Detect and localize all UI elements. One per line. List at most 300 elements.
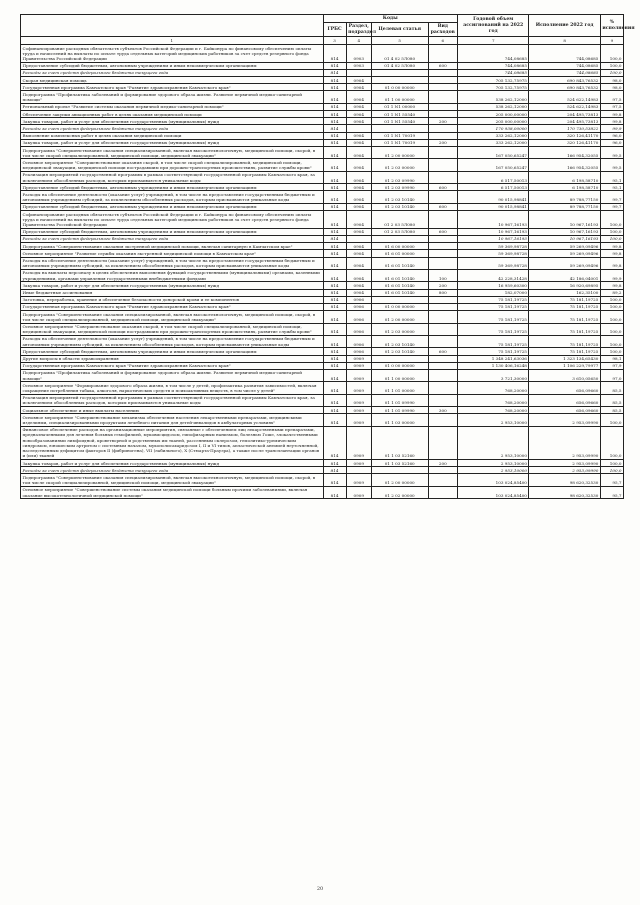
row-fact-cell: 2 953,09990 [529,467,600,474]
row-plan-cell: 75 181,19725 [458,296,529,303]
table-row [21,394,624,406]
column-number: 3 [323,37,346,45]
row-fact-cell: 166 954,32055 [529,159,600,171]
row-grbs-cell: 814 [323,84,346,91]
row-name-cell: Предоставление субсидий бюджетным, автономным учреждениям и иным некоммерческим организациям [21,228,324,235]
table-row [21,211,624,229]
row-celevaya-cell: 01 2 03 5Л080 [371,211,428,229]
row-grbs-cell: 814 [323,414,346,426]
row-plan-cell: 2 953,10000 [458,467,529,474]
row-celevaya-cell: 01 1 N1 55540 [371,111,428,118]
row-fact-cell: 75 181,19725 [529,296,600,303]
row-grbs-cell: 814 [323,311,346,323]
row-fact-cell: 10 967,16193 [529,235,600,242]
row-name-cell: Выполнение комплексных работ в целях оказания медицинской помощи [21,132,324,139]
row-name-cell: Скорая медицинская помощь [21,77,324,84]
row-fact-cell: 6 198,58710 [529,184,600,191]
row-razdel-cell: 0909 [346,414,371,426]
row-fact-cell: 744,08685 [529,45,600,63]
row-razdel-cell: 0904 [346,250,371,257]
row-vid-cell [428,235,457,242]
row-razdel-cell: 0909 [346,369,371,381]
row-celevaya-cell: 01 2 03 00000 [371,159,428,171]
row-celevaya-cell: 01 2 03 10140 [371,348,428,355]
header-grbs: ГРБС [323,23,346,37]
row-vid-cell [428,211,457,229]
row-razdel-cell: 0909 [346,362,371,369]
table-row [21,243,624,250]
row-fact-cell: 1 323 134,65430 [529,355,600,362]
row-name-cell: Закупка товаров, работ и услуг для обеспечения государственных (муниципальных) нужд [21,282,324,289]
row-plan-cell: 103 024,85400 [458,474,529,486]
row-fact-cell: 524 622,14983 [529,103,600,110]
row-vid-cell [428,414,457,426]
row-name-cell: Подпрограмма "Профилактика заболеваний и формирование здорового образа жизни. Развитие первичной медико-санитарной помощи" [21,369,324,381]
table-row [21,84,624,91]
row-pct-cell: 98,1 [600,355,623,362]
row-grbs-cell: 814 [323,111,346,118]
row-pct-cell: 100,0 [600,460,623,467]
row-fact-cell: 2 953,09990 [529,460,600,467]
row-name-cell: Подпрограмма "Совершенствование оказания экстренной медицинской помощи, включая санитарную в Камчатском крае" [21,243,324,250]
table-row [21,414,624,426]
row-name-cell: Расходы на обеспечение деятельности (оказание услуг) учреждений, в том числе на предоставление государственным бюджетным и автономным учреждениям субсидий, за исключением обособленных расходов, которым присваиваются уникальные коды [21,191,324,203]
row-fact-cell: 75 181,19725 [529,335,600,347]
row-razdel-cell: 0904 [346,132,371,139]
row-vid-cell [428,486,457,498]
row-fact-cell: 656,09660 [529,394,600,406]
row-pct-cell: 100,0 [600,335,623,347]
row-vid-cell [428,296,457,303]
row-celevaya-cell: 01 2 03 5Л080 [371,228,428,235]
row-razdel-cell: 0904 [346,159,371,171]
row-celevaya-cell [371,69,428,76]
row-plan-cell: 1 130 406,16248 [458,362,529,369]
row-fact-cell: 16 920,69895 [529,282,600,289]
row-grbs-cell: 814 [323,303,346,310]
row-pct-cell: 100,0 [600,414,623,426]
row-name-cell: Основное мероприятие "Совершенствование оказания скорой, в том числе скорой специализированной, медицинской помощи, медицинской эвакуации, медицинской помощи пострадавшим при дорожно-транспортных происшествиях, развитие службы крови" [21,159,324,171]
row-razdel-cell: 0904 [346,111,371,118]
row-plan-cell: 744,08685 [458,69,529,76]
row-pct-cell: 100,0 [600,296,623,303]
row-celevaya-cell: 01 4 02 5Л080 [371,45,428,63]
row-razdel-cell: 0904 [346,103,371,110]
row-razdel-cell: 0904 [346,243,371,250]
row-grbs-cell: 814 [323,191,346,203]
table-row [21,460,624,467]
row-name-cell: Предоставление субсидий бюджетным, автономным учреждениям и иным некоммерческим организациям [21,184,324,191]
row-grbs-cell: 814 [323,203,346,210]
row-fact-cell: 89 788,77150 [529,203,600,210]
row-name-cell: Софинансирование расходных обязательств субъектов Российской Федерации и г. Байконура по финансовому обеспечению оплаты труда и начислений на выплаты по оплате труда отдельных категорий медицинских работников за счет средств резервного фонда Правительства Российской Федерации [21,211,324,229]
row-plan-cell: 182,07000 [458,289,529,296]
row-pct-cell: 99,8 [600,257,623,269]
row-fact-cell: 690 843,76532 [529,84,600,91]
row-fact-cell: 10 967,16193 [529,228,600,235]
row-pct-cell: 100,0 [600,303,623,310]
header-codes-group: Коды [323,15,457,23]
row-razdel-cell [346,467,371,474]
row-name-cell: Предоставление субсидий бюджетным, автономным учреждениям и иным некоммерческим организациям [21,62,324,69]
row-plan-cell: 42 228,31428 [458,269,529,281]
row-razdel-cell: 0909 [346,355,371,362]
column-number: 8 [529,37,600,45]
row-vid-cell: 600 [428,203,457,210]
row-plan-cell: 75 181,19725 [458,303,529,310]
row-grbs-cell: 814 [323,269,346,281]
row-grbs-cell: 814 [323,228,346,235]
row-razdel-cell: 0904 [346,269,371,281]
row-pct-cell: 97,5 [600,91,623,103]
row-fact-cell: 170 730,53822 [529,125,600,132]
row-vid-cell: 200 [428,460,457,467]
row-celevaya-cell: 01 1 N1 00000 [371,103,428,110]
row-name-cell: Софинансирование расходных обязательств субъектов Российской Федерации и г. Байконура по финансовому обеспечению оплаты труда и начислений на выплаты по оплате труда отдельных категорий медицинских работников за счет средств резервного фонда Правительства Российской Федерации [21,45,324,63]
row-celevaya-cell: 01 6 01 10140 [371,257,428,269]
row-grbs-cell: 814 [323,125,346,132]
row-vid-cell [428,69,457,76]
table-row [21,467,624,474]
row-grbs-cell: 814 [323,171,346,183]
row-name-cell: Реализация мероприятий государственной программы в рамках соответствующей государственной программы Камчатского края, за исключением обособленных расходов, которым присваиваются уникальные коды [21,394,324,406]
row-razdel-cell: 0909 [346,407,371,414]
row-grbs-cell: 814 [323,460,346,467]
row-grbs-cell: 814 [323,257,346,269]
row-plan-cell: 538 262,12000 [458,91,529,103]
row-razdel-cell: 0904 [346,257,371,269]
row-pct-cell: 99,7 [600,203,623,210]
row-grbs-cell: 814 [323,348,346,355]
row-celevaya-cell [371,355,428,362]
table-row [21,139,624,146]
row-razdel-cell [346,69,371,76]
row-grbs-cell: 814 [323,426,346,459]
table-row [21,235,624,242]
header-vid: Вид расходов [428,23,457,37]
row-plan-cell: 205 000,00000 [458,111,529,118]
row-pct-cell: 97,0 [600,369,623,381]
row-razdel-cell: 0904 [346,77,371,84]
row-grbs-cell: 814 [323,147,346,159]
row-fact-cell: 656,09660 [529,382,600,394]
row-grbs-cell: 814 [323,139,346,146]
row-fact-cell: 75 181,19725 [529,323,600,335]
table-row [21,111,624,118]
row-celevaya-cell: 01 2 03 10140 [371,191,428,203]
row-celevaya-cell: 01 4 02 5Л080 [371,62,428,69]
row-pct-cell: 99,8 [600,282,623,289]
table-row [21,228,624,235]
row-grbs-cell: 814 [323,69,346,76]
row-celevaya-cell: 01 0 00 00000 [371,362,428,369]
row-celevaya-cell: 01 6 01 10140 [371,282,428,289]
row-pct-cell: 95,1 [600,171,623,183]
table-row [21,132,624,139]
row-plan-cell: 333 262,12000 [458,139,529,146]
row-name-cell: Расходы за счет средств федерального бюджета текущего года [21,69,324,76]
row-plan-cell: 167 050,65247 [458,159,529,171]
row-razdel-cell: 0904 [346,203,371,210]
row-plan-cell: 333 262,12000 [458,132,529,139]
row-fact-cell: 2 953,09990 [529,426,600,459]
row-vid-cell: 800 [428,289,457,296]
table-body [21,45,624,499]
row-razdel-cell: 0904 [346,282,371,289]
row-celevaya-cell: 01 2 00 00000 [371,147,428,159]
row-name-cell: Расходы на выплаты персоналу в целях обеспечения выполнения функций государственными (муниципальными) органами, казенными учреждениями, органами управления государственными внебюджетными фондами [21,269,324,281]
row-grbs-cell: 814 [323,362,346,369]
row-fact-cell: 42 186,04001 [529,269,600,281]
row-plan-cell: 2 953,10000 [458,426,529,459]
row-razdel-cell: 0904 [346,147,371,159]
row-pct-cell: 99,8 [600,250,623,257]
row-fact-cell: 89 788,77150 [529,191,600,203]
row-celevaya-cell: 01 2 03 09990 [371,171,428,183]
table-row [21,303,624,310]
table-row [21,62,624,69]
table-row [21,171,624,183]
row-pct-cell: 99,5 [600,159,623,171]
row-razdel-cell: 0904 [346,184,371,191]
row-grbs-cell: 814 [323,211,346,229]
row-name-cell: Основное мероприятие "Развитие службы оказания экстренной медицинской помощи в Камчатском крае" [21,250,324,257]
row-celevaya-cell: 01 1 00 00000 [371,369,428,381]
row-grbs-cell: 814 [323,355,346,362]
header-plan: Годовой объем ассигнований на 2022 год [458,15,529,37]
row-name-cell: Предоставление субсидий бюджетным, автономным учреждениям и иным некоммерческим организациям [21,203,324,210]
table-row [21,269,624,281]
row-razdel-cell: 0904 [346,91,371,103]
row-grbs-cell: 814 [323,407,346,414]
row-vid-cell [428,467,457,474]
row-celevaya-cell: 01 1 N1 55540 [371,118,428,125]
table-row [21,369,624,381]
row-fact-cell: 204 495,73813 [529,118,600,125]
row-razdel-cell: 0906 [346,348,371,355]
row-grbs-cell: 814 [323,243,346,250]
row-name-cell: Региональный проект "Развитие системы оказания первичной медико-санитарной помощи" [21,103,324,110]
row-pct-cell: 100,0 [600,211,623,229]
row-razdel-cell [346,235,371,242]
header-celevaya: Целевая статья [371,23,428,37]
row-plan-cell: 705 132,75975 [458,77,529,84]
row-fact-cell: 75 181,19725 [529,303,600,310]
table-row [21,103,624,110]
row-grbs-cell: 814 [323,467,346,474]
row-celevaya-cell [371,77,428,84]
row-grbs-cell: 814 [323,296,346,303]
row-name-cell: Предоставление субсидий бюджетным, автономным учреждениям и иным некоммерческим организациям [21,348,324,355]
row-fact-cell: 10 967,16193 [529,211,600,229]
row-name-cell: Подпрограмма "Профилактика заболеваний и формирование здорового образа жизни. Развитие первичной медико-санитарной помощи" [21,91,324,103]
row-plan-cell: 59 369,98728 [458,243,529,250]
row-name-cell: Расходы на обеспечение деятельности (оказание услуг) учреждений, в том числе на предоставление государственным бюджетным и автономным учреждениям субсидий, за исключением обособленных расходов, которым присваиваются уникальные коды [21,257,324,269]
row-name-cell: Подпрограмма "Совершенствование оказания специализированной, включая высокотехнологичную, медицинской помощи, скорой, в том числе скорой специализированной, медицинской помощи, медицинской эвакуации" [21,474,324,486]
row-plan-cell: 768,20000 [458,394,529,406]
row-plan-cell: 6 517,50013 [458,171,529,183]
row-vid-cell [428,362,457,369]
table-row [21,486,624,498]
row-razdel-cell: 0904 [346,228,371,235]
row-celevaya-cell: 01 1 N1 70019 [371,132,428,139]
row-pct-cell: 97,5 [600,103,623,110]
row-fact-cell: 744,08685 [529,69,600,76]
row-pct-cell: 96,0 [600,132,623,139]
row-grbs-cell: 814 [323,486,346,498]
table-row [21,69,624,76]
row-name-cell: Расходы за счет средств федерального бюджета текущего года [21,125,324,132]
row-razdel-cell [346,125,371,132]
table-row [21,355,624,362]
row-pct-cell: 99,9 [600,125,623,132]
row-razdel-cell: 0904 [346,191,371,203]
row-fact-cell: 204 495,73813 [529,111,600,118]
row-celevaya-cell: 01 6 01 00000 [371,250,428,257]
row-fact-cell: 320 126,41170 [529,132,600,139]
row-fact-cell: 75 181,19725 [529,348,600,355]
row-pct-cell: 85,5 [600,394,623,406]
row-name-cell: Расходы за счет средств федерального бюджета текущего года [21,235,324,242]
row-pct-cell: 95,7 [600,474,623,486]
row-pct-cell: 100,0 [600,426,623,459]
row-plan-cell: 2 953,10000 [458,460,529,467]
column-number: 6 [428,37,457,45]
row-pct-cell: 98,0 [600,84,623,91]
table-row [21,426,624,459]
row-vid-cell: 600 [428,348,457,355]
table-row [21,407,624,414]
row-vid-cell [428,257,457,269]
row-fact-cell: 98 620,32530 [529,474,600,486]
row-celevaya-cell: 01 1 00 00000 [371,91,428,103]
column-number: 4 [346,37,371,45]
row-pct-cell: 100,0 [600,311,623,323]
row-celevaya-cell: 01 1 01 09990 [371,407,428,414]
row-pct-cell: 89,2 [600,289,623,296]
table-row [21,184,624,191]
row-celevaya-cell [371,296,428,303]
table-row [21,335,624,347]
row-plan-cell: 59 369,98728 [458,257,529,269]
row-vid-cell [428,382,457,394]
row-plan-cell: 59 369,98728 [458,250,529,257]
row-grbs-cell: 814 [323,132,346,139]
row-grbs-cell: 814 [323,394,346,406]
row-name-cell: Государственная программа Камчатского края "Развитие здравоохранения Камчатского края" [21,303,324,310]
row-name-cell: Реализация мероприятий государственной программы в рамках соответствующей государственной программы Камчатского края, за исключением обособленных расходов, которым присваиваются уникальные коды [21,171,324,183]
row-plan-cell: 90 015,98841 [458,191,529,203]
row-name-cell: Подпрограмма "Совершенствование оказания специализированной, включая высокотехнологичную, медицинской помощи, скорой, в том числе скорой специализированной, медицинской помощи, медицинской эвакуации" [21,147,324,159]
row-pct-cell: 100,0 [600,69,623,76]
row-vid-cell [428,77,457,84]
table-row [21,159,624,171]
row-razdel-cell: 0909 [346,460,371,467]
table-row [21,323,624,335]
row-vid-cell [428,171,457,183]
row-plan-cell: 75 181,19725 [458,311,529,323]
row-celevaya-cell: 01 2 03 09990 [371,184,428,191]
row-vid-cell: 200 [428,282,457,289]
row-celevaya-cell: 01 0 00 00000 [371,84,428,91]
row-plan-cell: 2 953,10000 [458,414,529,426]
row-celevaya-cell: 01 1 03 52160 [371,460,428,467]
row-name-cell: Подпрограмма "Совершенствование оказания специализированной, включая высокотехнологичную, медицинской помощи, скорой, в том числе скорой специализированной, медицинской помощи, медицинской эвакуации" [21,311,324,323]
row-vid-cell [428,323,457,335]
row-plan-cell: 705 132,75975 [458,84,529,91]
table-row [21,250,624,257]
row-plan-cell: 205 000,00000 [458,118,529,125]
row-name-cell: Государственная программа Камчатского края "Развитие здравоохранения Камчатского края" [21,84,324,91]
row-razdel-cell: 0909 [346,486,371,498]
header-razdel: Раздел, подраздел [348,23,376,35]
row-plan-cell: 744,08685 [458,62,529,69]
row-vid-cell [428,45,457,63]
row-pct-cell: 100,0 [600,323,623,335]
table-row [21,118,624,125]
table-row [21,348,624,355]
row-grbs-cell: 814 [323,159,346,171]
row-vid-cell [428,147,457,159]
row-celevaya-cell [371,467,428,474]
row-celevaya-cell: 01 6 00 00000 [371,243,428,250]
table-row [21,382,624,394]
row-grbs-cell: 814 [323,323,346,335]
row-fact-cell: 2 953,09990 [529,414,600,426]
budget-table [20,14,635,499]
row-name-cell: Расходы за счет средств федерального бюджета текущего года [21,467,324,474]
row-fact-cell: 166 954,32055 [529,147,600,159]
table-row [21,289,624,296]
row-grbs-cell: 814 [323,184,346,191]
row-fact-cell: 59 269,09496 [529,243,600,250]
row-name-cell: Иные бюджетные ассигнования [21,289,324,296]
row-razdel-cell: 0909 [346,474,371,486]
row-celevaya-cell: 01 2 03 10140 [371,335,428,347]
row-grbs-cell: 814 [323,474,346,486]
row-vid-cell [428,250,457,257]
column-number-row [21,37,624,45]
table-row [21,203,624,210]
row-pct-cell: 99,5 [600,147,623,159]
row-vid-cell [428,103,457,110]
row-fact-cell: 59 269,09496 [529,250,600,257]
row-razdel-cell: 0904 [346,139,371,146]
row-grbs-cell: 814 [323,289,346,296]
row-plan-cell: 1 348 241,63036 [458,355,529,362]
row-pct-cell: 99,7 [600,191,623,203]
row-celevaya-cell: 01 2 00 00000 [371,474,428,486]
row-grbs-cell: 814 [323,250,346,257]
row-fact-cell: 524 622,14983 [529,91,600,103]
row-celevaya-cell: 01 1 03 52160 [371,426,428,459]
row-razdel-cell: 0904 [346,211,371,229]
row-pct-cell: 100,0 [600,348,623,355]
page-number: 20 [316,886,324,892]
row-name-cell: Основное мероприятие "Совершенствование системы оказания медицинской помощи больным прочими заболеваниями, включая оказание высокотехнологичной медицинской помощи" [21,486,324,498]
row-name-cell: Финансовое обеспечение расходов на организационные мероприятия, связанные с обеспечением лиц лекарственными препаратами, предназначенными для лечения больных гемофилией, муковисцидозом, гипофизарным нанизмом, болезнью Гоше, злокачественными новообразованиями лимфоидной, кроветворной и родственных им тканей, рассеянным склерозом, гемолитико-уремическим синдромом, юношеским артритом с системным началом, мукополисахаридозом I, II и VI типов, апластической анемией неуточненной, наследственным дефицитом факторов II (фибриногена), VII (лабильного), X (Стюарта-Прауэра), а также после трансплантации органов и (или) тканей [21,426,324,459]
row-fact-cell: 6 198,58710 [529,171,600,183]
row-plan-cell: 3 721,30000 [458,369,529,381]
row-grbs-cell: 814 [323,118,346,125]
row-razdel-cell: 0906 [346,323,371,335]
row-celevaya-cell: 01 6 01 10140 [371,269,428,281]
row-name-cell: Государственная программа Камчатского края "Развитие здравоохранения Камчатского края" [21,362,324,369]
row-celevaya-cell: 01 2 03 00000 [371,323,428,335]
row-vid-cell [428,132,457,139]
row-fact-cell: 1 106 229,79977 [529,362,600,369]
row-fact-cell: 75 181,19725 [529,311,600,323]
